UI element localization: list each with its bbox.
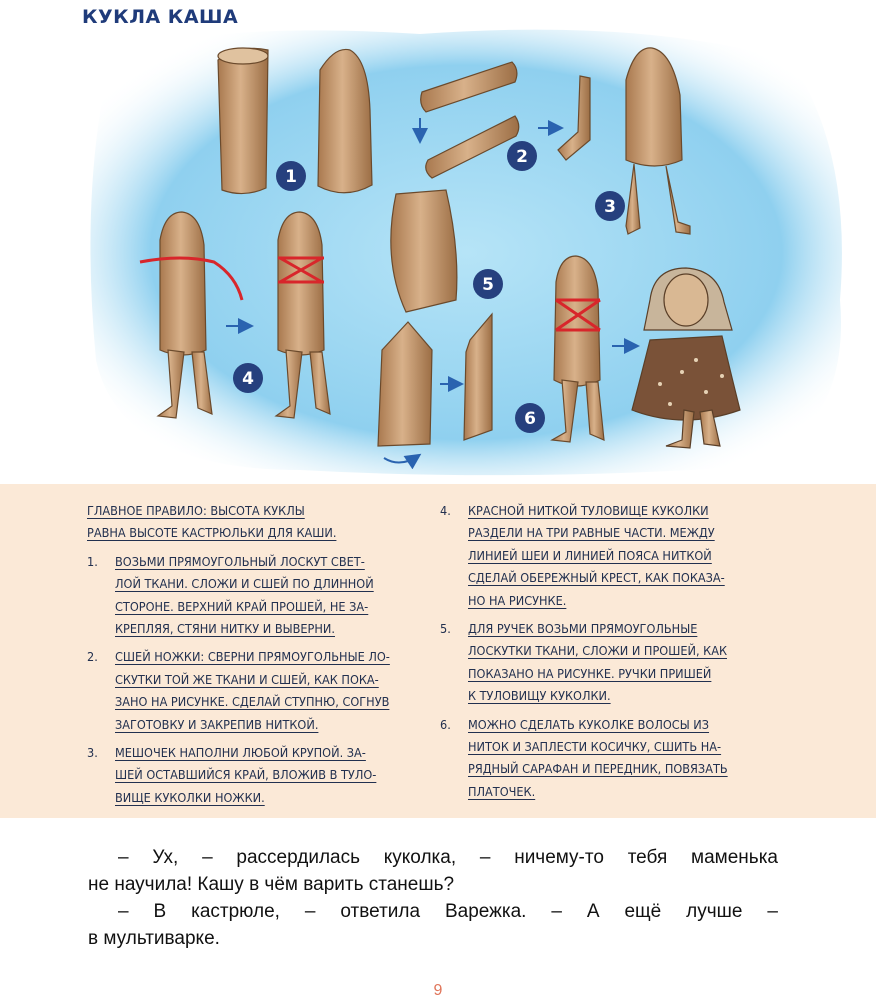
step-badge-5 [473, 269, 503, 299]
step-line: РЯДНЫЙ САРАФАН И ПЕРЕДНИК, ПОВЯЗАТЬ [468, 761, 728, 777]
instructions-right-column [440, 500, 790, 809]
step-badge-1-label: 1 [285, 167, 297, 187]
step-line: СКУТКИ ТОЙ ЖЕ ТКАНИ И СШЕЙ, КАК ПОКА- [115, 671, 379, 687]
step-line: ЗАНО НА РИСУНКЕ. СДЕЛАЙ СТУПНЮ, СОГНУВ [115, 694, 390, 710]
step-line: РАЗДЕЛИ НА ТРИ РАВНЫЕ ЧАСТИ. МЕЖДУ [468, 525, 715, 541]
step-line: ЗАГОТОВКУ И ЗАКРЕПИВ НИТКОЙ. [115, 716, 319, 732]
step-3 [87, 742, 422, 809]
step-badge-4 [233, 363, 263, 393]
page-number: 9 [433, 982, 443, 999]
step-line: ЛИНИЕЙ ШЕИ И ЛИНИЕЙ ПОЯСА НИТКОЙ [468, 547, 712, 563]
step-number: 4. [440, 503, 451, 518]
step-badge-6 [515, 403, 545, 433]
step-2 [87, 646, 422, 736]
main-rule-line: РАВНА ВЫСОТЕ КАСТРЮЛЬКИ ДЛЯ КАШИ. [87, 525, 337, 541]
step-number: 6. [440, 716, 451, 732]
step-badge-3 [595, 191, 625, 221]
step-badge-3-label: 3 [604, 197, 616, 217]
step-line: НИТОК И ЗАПЛЕСТИ КОСИЧКУ, СШИТЬ НА- [468, 739, 722, 755]
step-line: ШЕЙ ОСТАВШИЙСЯ КРАЙ, ВЛОЖИВ В ТУЛО- [115, 767, 377, 783]
step-number: 3. [87, 745, 98, 761]
step-line: КРЕПЛЯЯ, СТЯНИ НИТКУ И ВЫВЕРНИ. [115, 621, 335, 637]
step-line: ЛОСКУТКИ ТКАНИ, СЛОЖИ И ПРОШЕЙ, КАК [468, 643, 727, 659]
story-line: – В кастрюле, – ответила Варежка. – А ещё лучше – [118, 901, 778, 922]
step-line: ПОКАЗАНО НА РИСУНКЕ. РУЧКИ ПРИШЕЙ [468, 665, 712, 681]
main-rule-line: ГЛАВНОЕ ПРАВИЛО: ВЫСОТА КУКЛЫ [87, 503, 305, 518]
step-badge-6-label: 6 [524, 409, 536, 429]
step-4 [440, 500, 790, 612]
step-number: 1. [87, 553, 98, 569]
main-rule [87, 500, 422, 545]
story-line: – Ух, – рассердилась куколка, – ничему-то тебя маменька [118, 847, 778, 868]
instructions-left-column [87, 500, 422, 815]
instructions-panel [0, 484, 876, 818]
step-badge-5-label: 5 [482, 275, 494, 295]
step-line: СШЕЙ НОЖКИ: СВЕРНИ ПРЯМОУГОЛЬНЫЕ ЛО- [115, 649, 390, 665]
step-line: КРАСНОЙ НИТКОЙ ТУЛОВИЩЕ КУКОЛКИ [468, 503, 709, 518]
step-badge-2-label: 2 [516, 147, 528, 167]
story-line: не научила! Кашу в чём варить станешь? [88, 874, 455, 895]
step-number: 2. [87, 649, 98, 665]
step-number: 5. [440, 621, 451, 637]
step-line: ДЛЯ РУЧЕК ВОЗЬМИ ПРЯМОУГОЛЬНЫЕ [468, 621, 698, 637]
step-line: ВОЗЬМИ ПРЯМОУГОЛЬНЫЙ ЛОСКУТ СВЕТ- [115, 553, 365, 569]
step-6 [440, 714, 790, 804]
page-title: КУКЛА КАША [82, 6, 239, 28]
step-line: ЛОЙ ТКАНИ. СЛОЖИ И СШЕЙ ПО ДЛИННОЙ [115, 576, 374, 592]
step-badge-2 [507, 141, 537, 171]
step-line: СТОРОНЕ. ВЕРХНИЙ КРАЙ ПРОШЕЙ, НЕ ЗА- [115, 598, 369, 614]
story-line: в мультиварке. [88, 928, 220, 949]
step-1 [87, 551, 422, 641]
step-line: НО НА РИСУНКЕ. [468, 592, 567, 608]
step-badge-1 [276, 161, 306, 191]
step-5 [440, 618, 790, 708]
step-line: СДЕЛАЙ ОБЕРЕЖНЫЙ КРЕСТ, КАК ПОКАЗА- [468, 570, 725, 586]
step-line: ВИЩЕ КУКОЛКИ НОЖКИ. [115, 789, 265, 805]
step-badge-4-label: 4 [242, 369, 254, 389]
step-line: ПЛАТОЧЕК. [468, 783, 536, 799]
step-line: МОЖНО СДЕЛАТЬ КУКОЛКЕ ВОЛОСЫ ИЗ [468, 716, 710, 732]
step-line: МЕШОЧЕК НАПОЛНИ ЛЮБОЙ КРУПОЙ. ЗА- [115, 745, 366, 761]
instruction-illustration [0, 0, 876, 480]
step-line: К ТУЛОВИЩУ КУКОЛКИ. [468, 688, 611, 704]
story-text [88, 844, 778, 952]
